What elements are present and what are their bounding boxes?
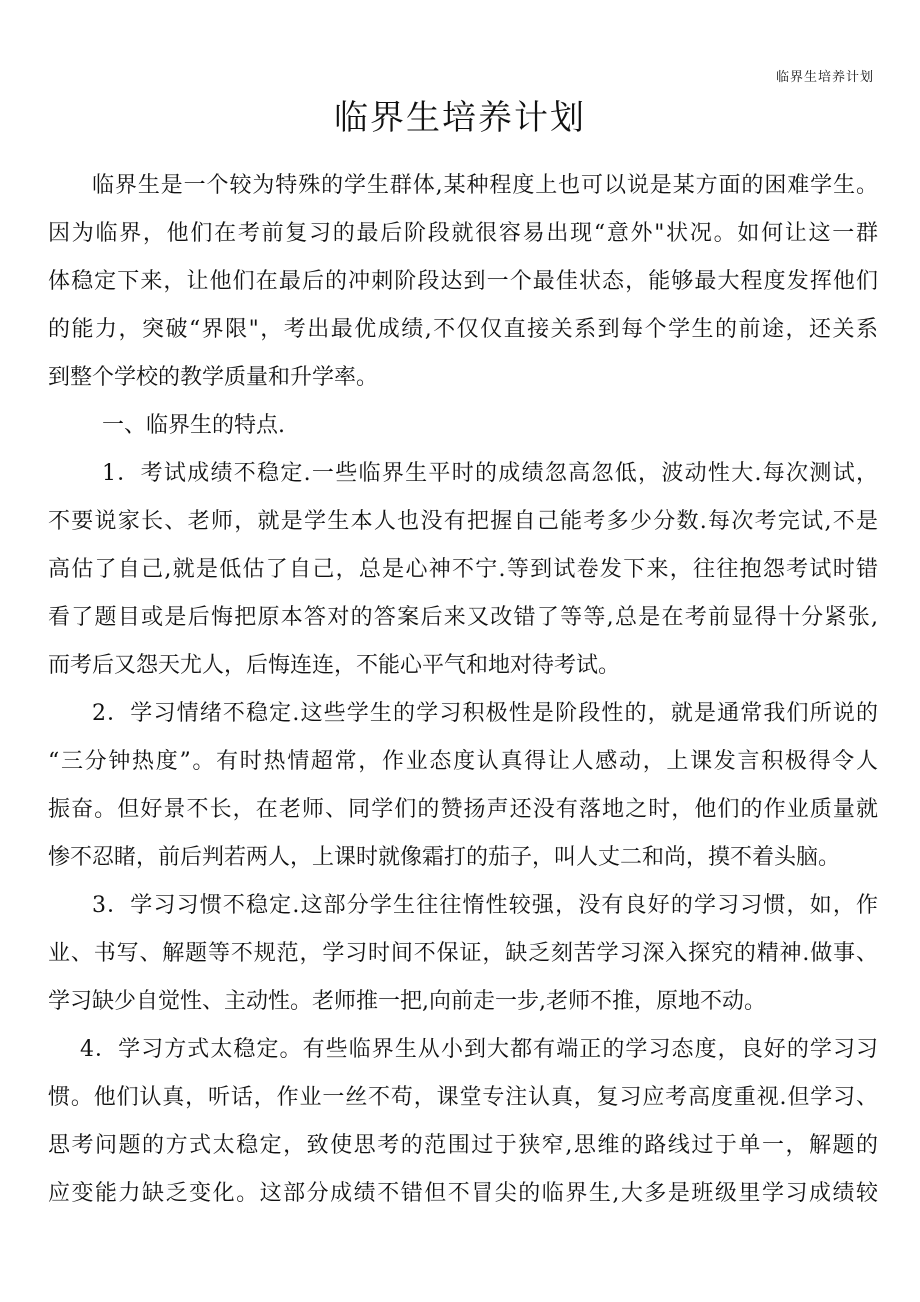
paragraph-line: “三分钟热度”。有时热情超常，作业态度认真得让人感动，上课发言积极得令人	[48, 749, 878, 774]
running-header: 临界生培养计划	[775, 70, 874, 85]
paragraph-line: 思考问题的方式太稳定，致使思考的范围过于狭窄,思维的路线过于单一，解题的	[48, 1133, 878, 1158]
paragraph-line: 惯。他们认真，听话，作业一丝不苟，课堂专注认真，复习应考高度重视.但学习、	[48, 1085, 878, 1110]
paragraph-line: 不要说家长、老师，就是学生本人也没有把握自己能考多少分数.每次考完试,不是	[48, 509, 878, 534]
paragraph-line: 振奋。但好景不长，在老师、同学们的赞扬声还没有落地之时，他们的作业质量就	[48, 797, 878, 822]
document-body	[48, 166, 878, 1222]
paragraph-line: 业、书写、解题等不规范，学习时间不保证，缺乏刻苦学习深入探究的精神.做事、	[48, 941, 878, 966]
paragraph-line: 3．学习习惯不稳定.这部分学生往往惰性较强，没有良好的学习习惯，如，作	[92, 893, 878, 918]
paragraph-line: 临界生是一个较为特殊的学生群体,某种程度上也可以说是某方面的困难学生。	[92, 173, 878, 198]
paragraph-line: 4．学习方式太稳定。有些临界生从小到大都有端正的学习态度，良好的学习习	[80, 1037, 878, 1062]
section-heading: 一、临界生的特点.	[102, 413, 285, 438]
paragraph-line: 因为临界，他们在考前复习的最后阶段就很容易出现“意外"状况。如何让这一群	[48, 221, 878, 246]
paragraph-line: 体稳定下来，让他们在最后的冲刺阶段达到一个最佳状态，能够最大程度发挥他们	[48, 269, 878, 294]
paragraph-line: 应变能力缺乏变化。这部分成绩不错但不冒尖的临界生,大多是班级里学习成绩较	[48, 1181, 878, 1206]
paragraph-line: 看了题目或是后悔把原本答对的答案后来又改错了等等,总是在考前显得十分紧张,	[48, 605, 878, 630]
paragraph-line: 学习缺少自觉性、主动性。老师推一把,向前走一步,老师不推，原地不动。	[48, 989, 766, 1014]
document-title: 临界生培养计划	[334, 98, 586, 138]
paragraph-line: 惨不忍睹，前后判若两人，上课时就像霜打的茄子，叫人丈二和尚，摸不着头脑。	[48, 845, 841, 870]
paragraph-line: 而考后又怨天尤人，后悔连连，不能心平气和地对待考试。	[48, 653, 621, 678]
paragraph-line: 高估了自己,就是低估了自己，总是心神不宁.等到试卷发下来，往往抱怨考试时错	[48, 557, 878, 582]
paragraph-line: 到整个学校的教学质量和升学率。	[48, 365, 379, 390]
paragraph-line: 的能力，突破“界限"，考出最优成绩,不仅仅直接关系到每个学生的前途，还关系	[48, 317, 878, 342]
paragraph-line: 2．学习情绪不稳定.这些学生的学习积极性是阶段性的，就是通常我们所说的	[92, 701, 878, 726]
paragraph-line: 1．考试成绩不稳定.一些临界生平时的成绩忽高忽低，波动性大.每次测试，	[102, 461, 878, 486]
